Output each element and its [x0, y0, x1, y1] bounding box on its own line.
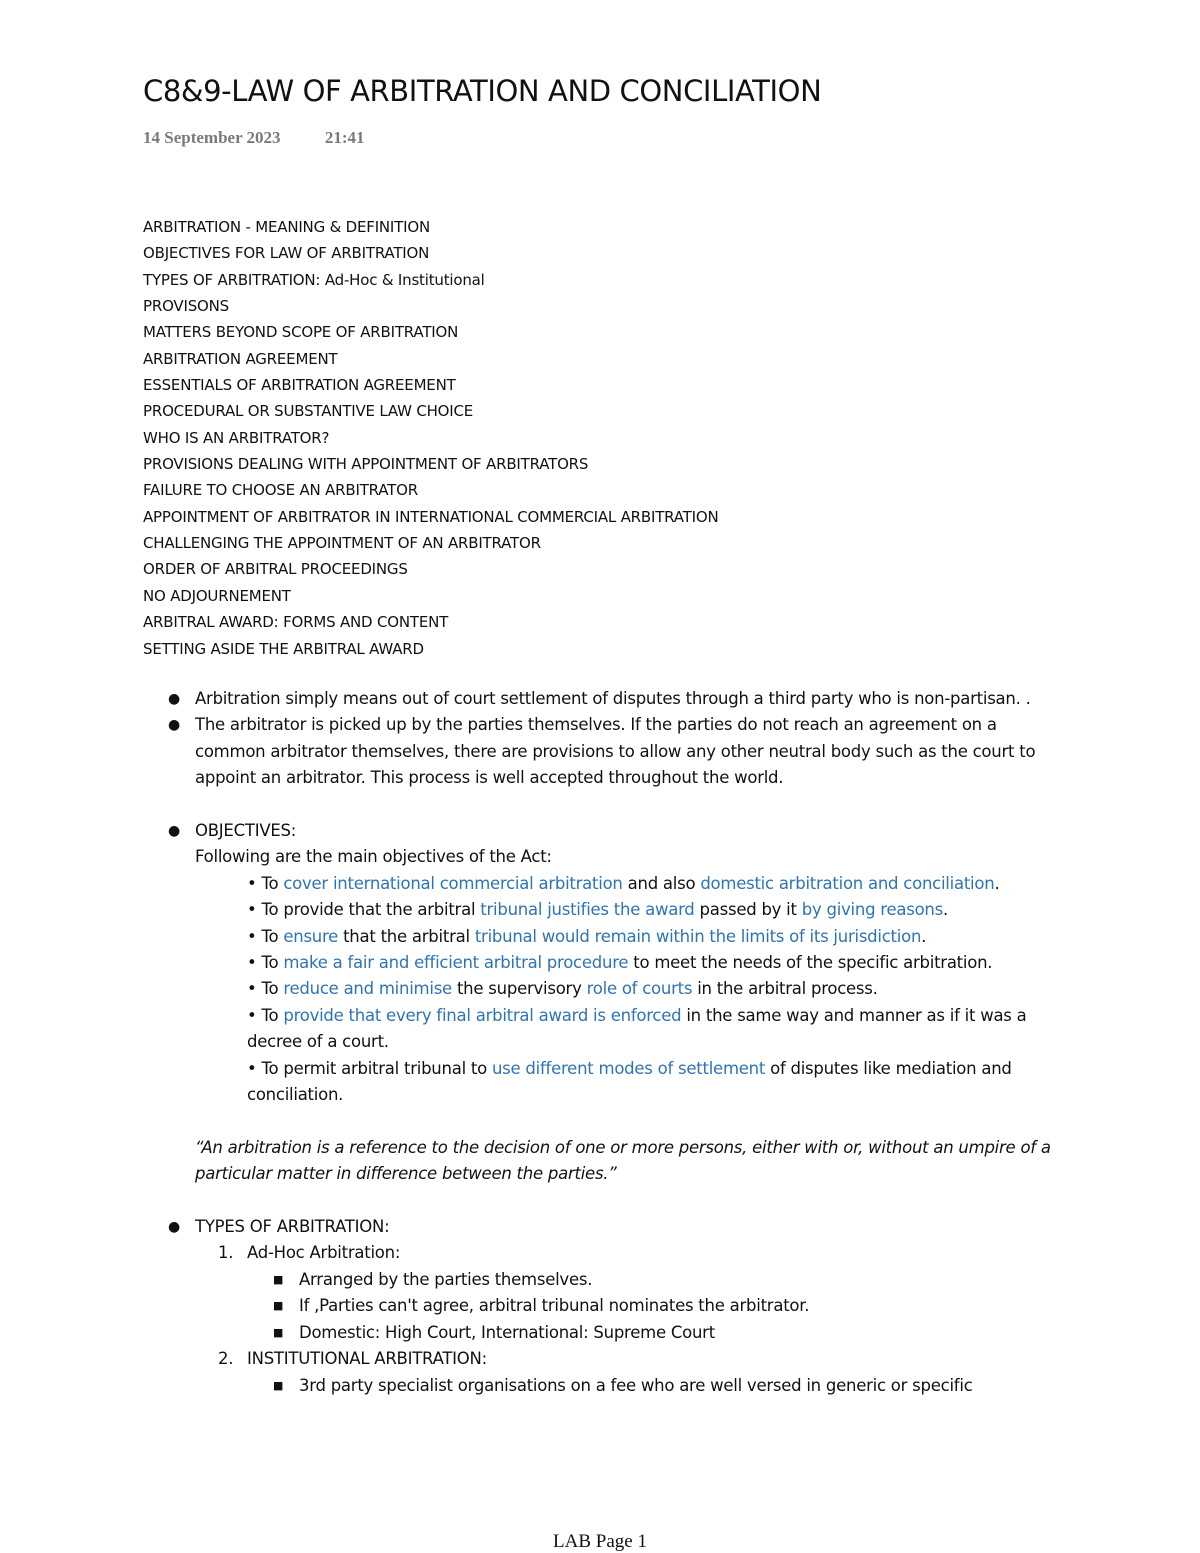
objective-item — [143, 950, 1063, 976]
objective-item — [143, 976, 1063, 1002]
objective-text: in the arbitral process. — [692, 979, 878, 999]
objective-text: • To — [247, 926, 284, 946]
topic-item: ESSENTIALS OF ARBITRATION AGREEMENT — [143, 376, 456, 395]
topic-item: NO ADJOURNEMENT — [143, 586, 291, 605]
sub-bullet-item — [143, 1320, 1063, 1346]
bullet-text: The arbitrator is picked up by the parties themselves. If the parties do not reach an agreement on a common arbitrator themselves, there are provisions to allow any other neutral body such as the court to appoint an arbitrator. This process is well accepted throughout the world. — [195, 715, 1036, 788]
objective-item — [143, 1056, 1063, 1109]
topic-item: OBJECTIVES FOR LAW OF ARBITRATION — [143, 244, 430, 263]
topic-item: PROVISIONS DEALING WITH APPOINTMENT OF ARBITRATORS — [143, 455, 589, 474]
square-bullet-icon: ■ — [273, 1378, 284, 1392]
page-title: C8&9-LAW OF ARBITRATION AND CONCILIATION — [143, 74, 822, 108]
topic-item: PROVISONS — [143, 297, 229, 316]
topic-item: APPOINTMENT OF ARBITRATOR IN INTERNATIONAL COMMERCIAL ARBITRATION — [143, 507, 719, 526]
objective-text: in the same way and manner as if it was a decree of a court. — [247, 1005, 1027, 1052]
spacer — [143, 1108, 1063, 1134]
objectives-intro: Following are the main objectives of the Act: — [195, 847, 552, 867]
types-heading: TYPES OF ARBITRATION: — [195, 1217, 390, 1237]
item-number: 1. — [218, 1243, 234, 1263]
objective-text: • To — [247, 1005, 284, 1025]
objective-text: that the arbitral — [338, 926, 475, 946]
types-heading-item — [143, 1214, 1063, 1240]
sub-bullet-text: If ,Parties can't agree, arbitral tribunal nominates the arbitrator. — [299, 1296, 810, 1316]
spacer — [143, 1188, 1063, 1214]
page-footer: LAB Page 1 — [553, 1531, 647, 1552]
objective-text: . — [994, 873, 1000, 893]
objective-text: . — [921, 926, 927, 946]
bullet-icon: ● — [168, 823, 180, 840]
objective-text: the supervisory — [451, 979, 587, 999]
item-number: 2. — [218, 1349, 234, 1369]
objective-text: passed by it — [694, 900, 802, 920]
topic-item: TYPES OF ARBITRATION: Ad-Hoc & Institutional — [143, 270, 485, 289]
page-meta — [143, 128, 364, 148]
objective-item — [143, 1003, 1063, 1056]
notes-body — [143, 686, 1063, 1399]
bullet-icon: ● — [168, 691, 180, 707]
topic-item: SETTING ASIDE THE ARBITRAL AWARD — [143, 639, 424, 658]
objective-text: of disputes like mediation and conciliation. — [247, 1058, 1012, 1105]
bullet-text: Arbitration simply means out of court settlement of disputes through a third party who is non-partisan. . — [195, 689, 1031, 708]
highlight-text: domestic arbitration and conciliation — [700, 873, 995, 893]
objective-item — [143, 924, 1063, 950]
highlight-text: reduce and minimise — [283, 979, 452, 999]
objective-text: and also — [622, 873, 701, 893]
topic-item: ARBITRATION AGREEMENT — [143, 349, 338, 368]
page-date: 14 September 2023 — [143, 128, 281, 147]
square-bullet-icon: ■ — [273, 1325, 284, 1339]
topic-item: WHO IS AN ARBITRATOR? — [143, 428, 330, 447]
highlight-text: tribunal justifies the award — [480, 900, 695, 920]
highlight-text: by giving reasons — [801, 900, 943, 920]
sub-bullet-text: Domestic: High Court, International: Supreme Court — [299, 1322, 715, 1342]
sub-bullet-text: 3rd party specialist organisations on a fee who are well versed in generic or specific — [299, 1375, 973, 1395]
bullet-icon: ● — [168, 717, 180, 734]
objective-item — [143, 871, 1063, 897]
highlight-text: tribunal would remain within the limits of its jurisdiction — [474, 926, 922, 946]
highlight-text: cover international commercial arbitration — [283, 873, 623, 893]
square-bullet-icon: ■ — [273, 1272, 284, 1286]
highlight-text: provide that every final arbitral award is enforced — [283, 1005, 682, 1025]
sub-bullet-item — [143, 1373, 1063, 1399]
topic-item: FAILURE TO CHOOSE AN ARBITRATOR — [143, 481, 418, 500]
numbered-title: Ad-Hoc Arbitration: — [247, 1243, 401, 1263]
objective-text: to meet the needs of the specific arbitration. — [628, 953, 993, 973]
topic-item: CHALLENGING THE APPOINTMENT OF AN ARBITRATOR — [143, 534, 541, 553]
objective-text: • To — [247, 979, 284, 999]
bullet-item — [143, 712, 1063, 791]
numbered-item — [143, 1240, 1063, 1266]
objective-text: • To permit arbitral tribunal to — [247, 1058, 492, 1078]
highlight-text: use different modes of settlement — [491, 1058, 766, 1078]
highlight-text: ensure — [283, 926, 339, 946]
topic-list — [143, 214, 719, 662]
objective-text: • To — [247, 953, 284, 973]
bullet-icon: ● — [168, 1219, 180, 1236]
bullet-item — [143, 686, 1063, 712]
topic-item: MATTERS BEYOND SCOPE OF ARBITRATION — [143, 323, 459, 342]
objective-text: . — [942, 900, 948, 920]
topic-item: PROCEDURAL OR SUBSTANTIVE LAW CHOICE — [143, 402, 474, 421]
sub-bullet-item — [143, 1293, 1063, 1319]
numbered-item — [143, 1346, 1063, 1372]
highlight-text: role of courts — [586, 979, 693, 999]
objectives-heading: OBJECTIVES: — [195, 821, 297, 841]
sub-bullet-text: Arranged by the parties themselves. — [299, 1269, 593, 1289]
spacer — [143, 792, 1063, 818]
sub-bullet-item — [143, 1267, 1063, 1293]
topic-item: ORDER OF ARBITRAL PROCEEDINGS — [143, 560, 408, 579]
objective-item — [143, 897, 1063, 923]
numbered-title: INSTITUTIONAL ARBITRATION: — [247, 1349, 487, 1369]
topic-item: ARBITRATION - MEANING & DEFINITION — [143, 218, 430, 236]
page-time: 21:41 — [324, 128, 365, 147]
objective-text: • To provide that the arbitral — [247, 900, 481, 920]
highlight-text: make a fair and efficient arbitral procedure — [283, 953, 629, 973]
definition-quote: “An arbitration is a reference to the decision of one or more persons, either with or, without an umpire of a particular matter in difference between the parties.” — [195, 1137, 1051, 1184]
objective-text: • To — [247, 873, 284, 893]
topic-item: ARBITRAL AWARD: FORMS AND CONTENT — [143, 613, 449, 632]
square-bullet-icon: ■ — [273, 1299, 284, 1313]
objectives-section — [143, 818, 1063, 871]
